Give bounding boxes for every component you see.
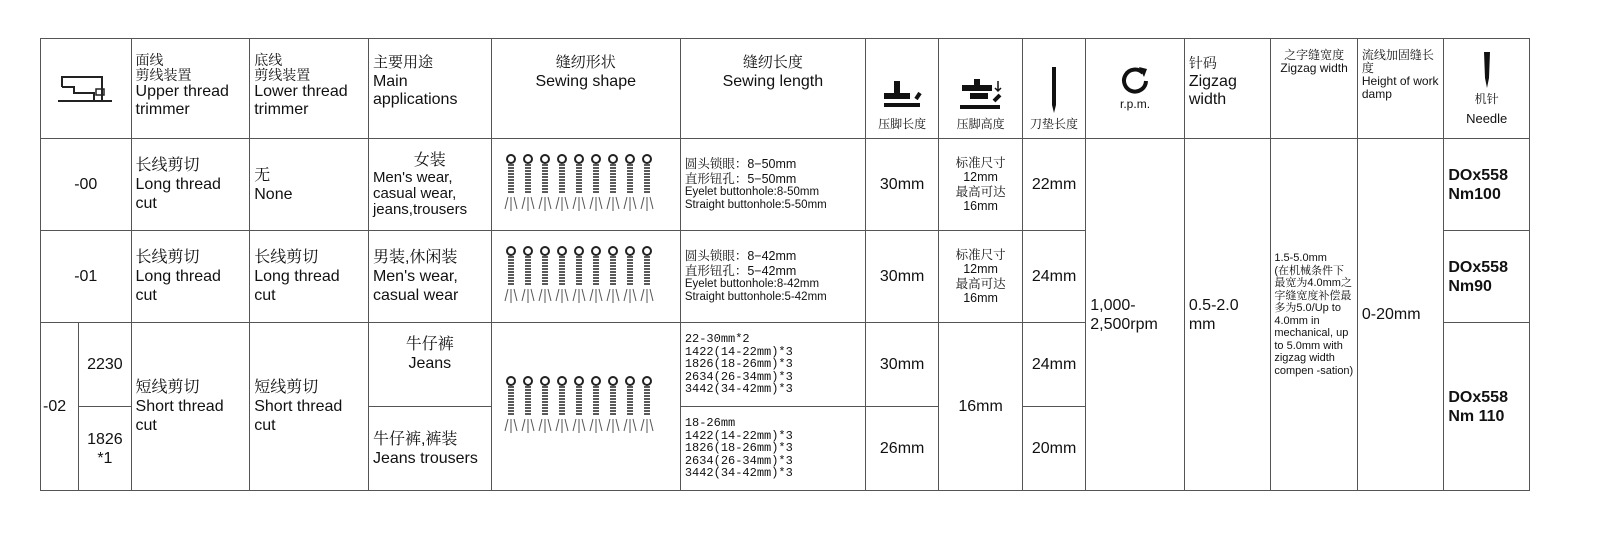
buttonhole-shape <box>590 377 602 433</box>
header-clamp <box>1357 39 1444 139</box>
knife-02a: 24mm <box>1022 323 1085 407</box>
buttonhole-shape <box>624 377 636 433</box>
buttonhole-shapes-02 <box>501 369 671 439</box>
needle-01: DOx558 Nm90 <box>1444 231 1530 323</box>
shape-01 <box>491 231 680 323</box>
upper-02 <box>131 323 250 491</box>
header-clamp-en: Height of work damp <box>1361 74 1439 101</box>
length-00-zh1: 圆头锁眼：8−50mm <box>684 157 797 171</box>
presser-foot-length-icon <box>880 79 924 115</box>
header-zigzag <box>1184 39 1271 139</box>
header-lower-en: Lower thread trimmer <box>254 83 348 118</box>
upper-02-zh: 短线剪切 <box>135 379 200 396</box>
upper-01-zh: 长线剪切 <box>135 249 200 266</box>
presser-00: 30mm <box>865 139 938 231</box>
lower-01-en: Long thread cut <box>254 268 340 304</box>
upper-00-en: Long thread cut <box>135 176 221 212</box>
knife-icon <box>1042 65 1066 115</box>
app-01 <box>368 231 491 323</box>
header-shape-en: Sewing shape <box>535 73 636 90</box>
height-00-l4: 16mm <box>963 199 998 213</box>
buttonhole-shape <box>505 247 517 303</box>
height-01-l1: 标准尺寸 <box>955 247 1006 262</box>
app-01-en: Men's wear, casual wear <box>372 268 459 304</box>
height-00-l2: 12mm <box>963 170 998 184</box>
knife-02b: 20mm <box>1022 407 1085 491</box>
height-01-l3: 最高可达 <box>955 276 1006 291</box>
length-01-en1: Eyelet buttonhole:8-42mm <box>684 278 820 290</box>
buttonhole-shape <box>522 247 534 303</box>
length-00-zh2: 直形钮孔：5−50mm <box>684 171 797 186</box>
header-presser-length <box>865 39 938 139</box>
spec-table <box>40 38 1530 491</box>
header-zigzag-en: Zigzag width <box>1188 73 1237 108</box>
model-02: -02 <box>41 323 79 491</box>
length-01 <box>680 231 865 323</box>
header-app-zh: 主要用途 <box>372 54 433 71</box>
zigzag-cell: 0.5-2.0 mm <box>1184 139 1271 491</box>
model-00: -00 <box>41 139 132 231</box>
sewing-machine-icon <box>56 69 116 109</box>
model-02-sub1: 2230 <box>79 323 131 407</box>
length-00 <box>680 139 865 231</box>
buttonhole-shape <box>573 247 585 303</box>
row-00 <box>41 139 1530 231</box>
upper-02-en: Short thread cut <box>135 398 224 434</box>
upper-00-zh: 长线剪切 <box>135 157 200 174</box>
height-02: 16mm <box>939 323 1023 491</box>
lower-02-zh: 短线剪切 <box>254 379 319 396</box>
shape-00 <box>491 139 680 231</box>
buttonhole-shape <box>556 377 568 433</box>
buttonhole-shape <box>556 155 568 211</box>
height-01 <box>939 231 1023 323</box>
buttonhole-shape <box>624 155 636 211</box>
length-01-zh1: 圆头锁眼：8−42mm <box>684 249 797 263</box>
app-02a <box>368 323 491 407</box>
app-02b <box>368 407 491 491</box>
app-00-zh: 女装 <box>413 152 446 169</box>
upper-00 <box>131 139 250 231</box>
shape-02 <box>491 323 680 491</box>
knife-00: 22mm <box>1022 139 1085 231</box>
length-00-en2: Straight buttonhole:5-50mm <box>684 199 827 211</box>
app-02b-en: Jeans trousers <box>372 449 478 467</box>
presser-02b: 26mm <box>865 407 938 491</box>
length-01-en2: Straight buttonhole:5-42mm <box>684 291 827 303</box>
buttonhole-shapes-00 <box>501 147 671 217</box>
buttonhole-shape <box>522 155 534 211</box>
lower-01 <box>250 231 369 323</box>
length-00-en1: Eyelet buttonhole:8-50mm <box>684 186 820 198</box>
needle-label-en: Needle <box>1466 110 1508 126</box>
height-01-l2: 12mm <box>963 262 998 276</box>
header-zigzag-zh: 针码 <box>1188 55 1217 71</box>
model-01: -01 <box>41 231 132 323</box>
header-clamp-zh: 流线加固缝长度 <box>1361 48 1434 75</box>
rpm-label: r.p.m. <box>1120 97 1151 111</box>
buttonhole-shape <box>607 247 619 303</box>
buttonhole-shape <box>590 247 602 303</box>
needle-icon <box>1479 50 1495 90</box>
buttonhole-shape <box>539 247 551 303</box>
buttonhole-shapes-01 <box>501 239 671 309</box>
header-upper-zh: 面线 剪线装置 <box>135 52 192 83</box>
buttonhole-shape <box>607 377 619 433</box>
app-02b-zh: 牛仔裤,裤装 <box>372 430 458 448</box>
lower-00-zh: 无 <box>254 166 271 184</box>
buttonhole-shape <box>539 377 551 433</box>
buttonhole-shape <box>641 377 653 433</box>
rpm-cell: 1,000-2,500rpm <box>1086 139 1185 491</box>
upper-01-en: Long thread cut <box>135 268 221 304</box>
buttonhole-shape <box>505 155 517 211</box>
presser-foot-height-icon <box>956 77 1006 115</box>
header-shape-zh: 缝纫形状 <box>555 54 616 71</box>
buttonhole-shape <box>607 155 619 211</box>
header-length-zh: 缝纫长度 <box>742 54 803 71</box>
knife-01: 24mm <box>1022 231 1085 323</box>
buttonhole-shape <box>556 247 568 303</box>
height-00-l1: 标准尺寸 <box>955 155 1006 170</box>
lower-02 <box>250 323 369 491</box>
presser-01: 30mm <box>865 231 938 323</box>
buttonhole-shape <box>539 155 551 211</box>
presser-height-label: 压脚高度 <box>956 117 1005 131</box>
header-rpm <box>1086 39 1185 139</box>
header-upper-en: Upper thread trimmer <box>135 83 229 118</box>
header-needle <box>1444 39 1530 139</box>
needle-02: DOx558 Nm 110 <box>1444 323 1530 491</box>
header-sewing-length <box>680 39 865 139</box>
app-00-en: Men's wear, casual wear, jeans,trousers <box>372 169 468 218</box>
needle-label: 机针 <box>1474 91 1499 106</box>
header-length-en: Sewing length <box>722 73 824 90</box>
header-presser-height <box>939 39 1023 139</box>
header-zigzag-width <box>1271 39 1358 139</box>
header-sewing-shape <box>491 39 680 139</box>
lower-00 <box>250 139 369 231</box>
header-lower-zh: 底线 剪线装置 <box>254 52 311 83</box>
presser-length-label: 压脚长度 <box>878 117 927 131</box>
length-01-zh2: 直形钮孔：5−42mm <box>684 263 797 278</box>
header-app-en: Main applications <box>372 73 458 108</box>
machine-icon-cell <box>41 39 132 139</box>
header-zigzag-width-en: Zigzag width <box>1280 61 1348 75</box>
buttonhole-shape <box>522 377 534 433</box>
presser-02a: 30mm <box>865 323 938 407</box>
app-02a-zh: 牛仔裤 <box>405 336 454 353</box>
app-01-zh: 男装,休闲装 <box>372 249 458 266</box>
header-upper-trimmer <box>131 39 250 139</box>
header-lower-trimmer <box>250 39 369 139</box>
lower-01-zh: 长线剪切 <box>254 249 319 266</box>
buttonhole-shape <box>641 155 653 211</box>
buttonhole-shape <box>641 247 653 303</box>
header-row <box>41 39 1530 139</box>
buttonhole-shape <box>573 377 585 433</box>
height-01-l4: 16mm <box>963 291 998 305</box>
header-applications <box>368 39 491 139</box>
app-00 <box>368 139 491 231</box>
buttonhole-shape <box>624 247 636 303</box>
lower-02-en: Short thread cut <box>254 398 343 434</box>
buttonhole-shape <box>590 155 602 211</box>
knife-length-label: 刀垫长度 <box>1030 117 1079 131</box>
buttonhole-shape <box>573 155 585 211</box>
height-00 <box>939 139 1023 231</box>
model-02-sub2: 1826 *1 <box>79 407 131 491</box>
length-02b: 18-26mm 1422(14-22mm)*3 1826(18-26mm)*3 2634(26-34mm)*3 3442(34-42mm)*3 <box>680 407 865 491</box>
length-02a: 22-30mm*2 1422(14-22mm)*3 1826(18-26mm)*3 2634(26-34mm)*3 3442(34-42mm)*3 <box>680 323 865 407</box>
upper-01 <box>131 231 250 323</box>
buttonhole-shape <box>505 377 517 433</box>
header-knife-length <box>1022 39 1085 139</box>
app-02a-en: Jeans <box>408 355 452 372</box>
clamp-cell: 0-20mm <box>1357 139 1444 491</box>
zigzag-width-cell: 1.5-5.0mm (在机械条件下最宽为4.0mm之字缝宽度补偿最多为5.0/Up to 4.0mm in mechanical, up to 5.0mm with zigzag width compen -sation) <box>1271 139 1358 491</box>
header-zigzag-width-zh: 之字缝宽度 <box>1284 48 1345 62</box>
rotation-icon <box>1119 63 1151 95</box>
height-00-l3: 最高可达 <box>955 184 1006 199</box>
needle-00: DOx558 Nm100 <box>1444 139 1530 231</box>
lower-00-en: None <box>254 185 293 203</box>
